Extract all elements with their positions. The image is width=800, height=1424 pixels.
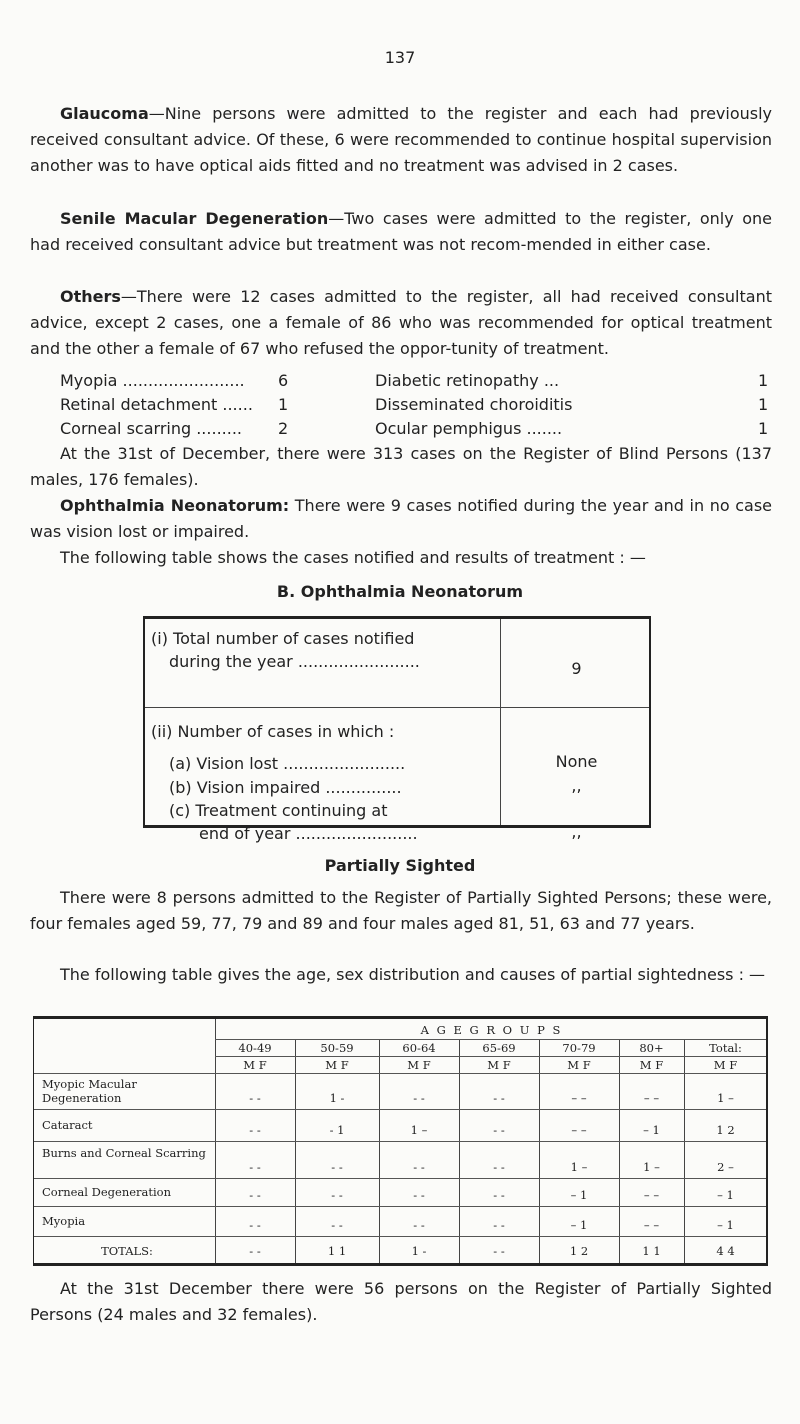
row-label: Corneal Degeneration <box>42 1185 172 1199</box>
list-item: Diabetic retinopathy ... 1 <box>375 371 769 390</box>
sex-header: M F <box>487 1058 511 1072</box>
senile-text: —Two cases were admitted to the register, only one had received consultant advice but treatment was not recom-mended in either case. <box>30 209 773 254</box>
ophthalmia-paragraph <box>30 493 772 545</box>
age-group-header: 50-59 <box>320 1041 354 1055</box>
row-c-label2: end of year ........................ <box>199 824 418 843</box>
age-groups-header: A G E G R O U P S <box>420 1023 563 1037</box>
totals-label: TOTALS: <box>101 1244 153 1258</box>
table-cell: - - <box>249 1123 261 1137</box>
table-cell: 1 – <box>643 1160 660 1174</box>
table-cell: - - <box>249 1091 261 1105</box>
list-item: Myopia ........................ 6 <box>60 371 289 390</box>
table-cell: - - <box>493 1123 505 1137</box>
table-cell: 1 2 <box>716 1123 735 1137</box>
table-cell: – 1 <box>717 1218 734 1232</box>
age-table-intro: The following table gives the age, sex distribution and causes of partial sightedness : — <box>60 965 766 984</box>
table-cell: - - <box>413 1160 425 1174</box>
total-cell: 4 4 <box>716 1244 735 1258</box>
final-note: At the 31st December there were 56 persons on the Register of Partially Sighted Persons (24 males and 32 females). <box>30 1279 772 1324</box>
list-item: Ocular pemphigus ....... 1 <box>375 419 769 438</box>
list-item: Corneal scarring ......... 2 <box>60 419 289 438</box>
glaucoma-text: —Nine persons were admitted to the register and each had previously received consultant advice. Of these, 6 were recommended to continue hospital supervision another was to have optical aids fitted and no treatment was advised in 2 cases. <box>30 104 772 175</box>
others-heading: Others <box>60 287 121 306</box>
row-label: Myopic Macular Degeneration <box>42 1077 137 1105</box>
total-cell: - - <box>249 1244 261 1258</box>
table-cell: – – <box>571 1123 587 1137</box>
table-cell: - 1 <box>329 1123 345 1137</box>
table-cell: - - <box>493 1091 505 1105</box>
age-group-header: 60-64 <box>402 1041 436 1055</box>
sex-header: M F <box>407 1058 431 1072</box>
sex-header: M F <box>325 1058 349 1072</box>
sex-header: M F <box>713 1058 738 1072</box>
conditions-right-list <box>375 369 775 441</box>
partially-sighted-text: There were 8 persons admitted to the Register of Partially Sighted Persons; these were, four females aged 59, 77, 79 and 89 and four males aged 81, 51, 63 and 77 years. <box>30 888 772 933</box>
table-cell: – – <box>643 1091 660 1105</box>
table-cell: – – <box>643 1188 660 1202</box>
following-table-note: The following table shows the cases notified and results of treatment : — <box>60 548 646 567</box>
others-paragraph <box>30 284 772 362</box>
ophthalmia-text: There were 9 cases notified during the year and in no case was vision lost or impaired. <box>30 496 772 541</box>
register-note: At the 31st of December, there were 313 cases on the Register of Blind Persons (137 males, 176 females). <box>30 444 772 489</box>
table-cell: – 1 <box>570 1218 588 1232</box>
glaucoma-paragraph <box>30 101 772 179</box>
partially-sighted-title: Partially Sighted <box>324 856 476 875</box>
ophthalmia-heading: Ophthalmia Neonatorum: <box>60 496 290 515</box>
table-cell: – 1 <box>643 1123 660 1137</box>
list-item: Retinal detachment ...... 1 <box>60 395 289 414</box>
table-cell: – 1 <box>717 1188 734 1202</box>
table-cell: – 1 <box>570 1188 588 1202</box>
row-label: Cataract <box>42 1118 93 1132</box>
glaucoma-heading: Glaucoma <box>60 104 149 123</box>
row-label: Myopia <box>42 1214 86 1228</box>
row-c-value: ,, <box>571 822 582 841</box>
page-number: 137 <box>384 48 416 67</box>
row-total-label2: during the year ........................ <box>169 652 420 671</box>
row-a-value: None <box>555 752 598 771</box>
sex-header: M F <box>243 1058 267 1072</box>
total-cell: 1 - <box>411 1244 427 1258</box>
table-cell: - - <box>413 1218 425 1232</box>
table-cell: - - <box>331 1160 343 1174</box>
row-b-label: (b) Vision impaired ............... <box>169 778 402 797</box>
table-cell: – – <box>571 1091 587 1105</box>
table-cell: - - <box>413 1188 425 1202</box>
table-cell: - - <box>331 1218 343 1232</box>
row-a-label: (a) Vision lost ........................ <box>169 754 406 773</box>
table-cell: – – <box>643 1218 660 1232</box>
row-c-label1: (c) Treatment continuing at <box>169 801 388 820</box>
row-b-value: ,, <box>571 776 582 795</box>
senile-paragraph <box>30 206 772 258</box>
sex-header: M F <box>639 1058 664 1072</box>
age-group-header: 70-79 <box>562 1041 596 1055</box>
total-cell: 1 1 <box>327 1244 347 1258</box>
age-group-header: 65-69 <box>482 1041 516 1055</box>
table-cell: 1 – <box>717 1091 734 1105</box>
table-cell: - - <box>249 1188 261 1202</box>
age-groups-table <box>33 1016 768 1266</box>
age-group-header: 40-49 <box>238 1041 272 1055</box>
table-cell: 1 – <box>570 1160 588 1174</box>
table-cell: 1 – <box>410 1123 428 1137</box>
table-cell: - - <box>493 1218 505 1232</box>
list-item: Disseminated choroiditis 1 <box>375 395 769 414</box>
total-cell: 1 1 <box>642 1244 661 1258</box>
row-label: Burns and Corneal Scarring <box>42 1145 206 1160</box>
table-cell: - - <box>249 1160 261 1174</box>
table-cell: 1 - <box>329 1091 345 1105</box>
row-total-value: 9 <box>571 659 582 678</box>
conditions-left-list <box>60 369 300 441</box>
sex-header: M F <box>567 1058 591 1072</box>
table-cell: - - <box>493 1188 505 1202</box>
total-cell: 1 2 <box>569 1244 589 1258</box>
table-cell: - - <box>249 1218 261 1232</box>
row-total-label1: (i) Total number of cases notified <box>151 629 415 648</box>
section-b-title: B. Ophthalmia Neonatorum <box>276 582 524 601</box>
age-group-header: Total: <box>709 1041 742 1055</box>
table-cell: - - <box>493 1160 505 1174</box>
table-cell: - - <box>413 1091 425 1105</box>
senile-heading: Senile Macular Degeneration <box>60 209 329 228</box>
others-text: —There were 12 cases admitted to the register, all had received consultant advice, except 2 cases, one a female of 86 who was recommended for optical treatment and the other a female of 67 who refused the oppor-tunity of treatment. <box>30 287 772 358</box>
table-cell: 2 – <box>717 1160 734 1174</box>
row-number-header: (ii) Number of cases in which : <box>151 722 395 741</box>
table-cell: - - <box>331 1188 343 1202</box>
total-cell: - - <box>493 1244 505 1258</box>
age-group-header: 80+ <box>639 1041 664 1055</box>
ophthalmia-table <box>143 616 651 843</box>
